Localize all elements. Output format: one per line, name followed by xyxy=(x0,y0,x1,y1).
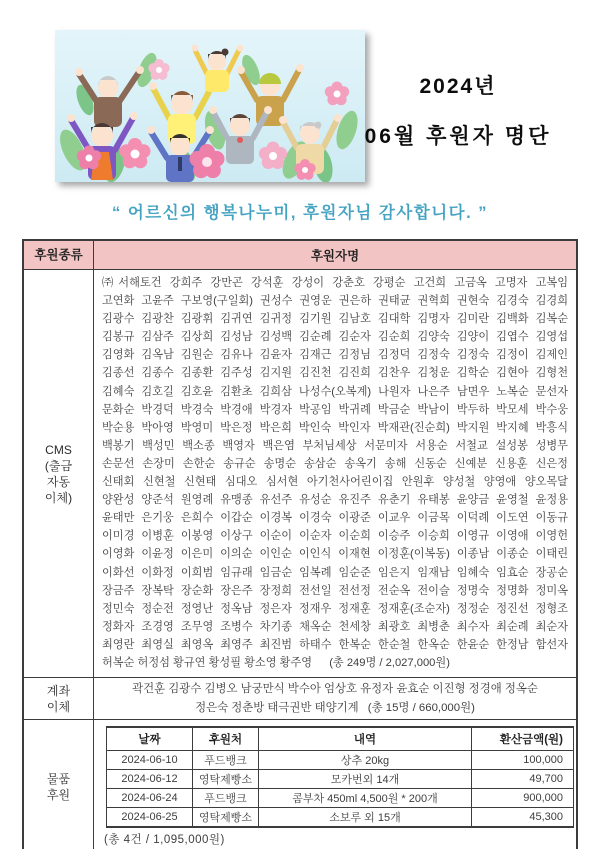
cms-donor-names xyxy=(94,270,576,677)
goods-table-row: 2024-06-10 푸드뱅크 상추 20kg 100,000 xyxy=(107,751,574,770)
goods-col-amount: 환산금액(원) xyxy=(472,727,574,751)
section-label-goods: 물품 후원 xyxy=(24,720,94,849)
goods-table-header-row xyxy=(107,727,574,751)
cms-names-line: 박순용 박아영 박영미 박은정 박은희 박인숙 박인자 박재관(진순희) 박지원 박지혜 박흥식 xyxy=(102,421,568,434)
people-flowers-illustration-graphic xyxy=(55,30,365,182)
cms-section-row xyxy=(24,269,576,677)
thank-you-quote: “ 어르신의 행복나누미, 후원자님 감사합니다. ” xyxy=(112,204,488,222)
goods-col-description: 내역 xyxy=(259,727,472,751)
cms-names-line: 고연화 고윤주 구보영(구일회) 권성수 권영운 권은하 권태균 권혁희 권현숙 김경숙 김경희 xyxy=(102,295,568,308)
cms-names-line: 이영화 이윤정 이은미 이의순 이인순 이인식 이재현 이정훈(이복동) 이종남 이종순 이태린 xyxy=(102,548,568,561)
cms-total: (총 249명 / 2,027,000원) xyxy=(329,656,450,669)
goods-total: (총 4건 / 1,095,000원) xyxy=(104,834,225,847)
page-title-year: 2024년 xyxy=(419,75,497,98)
bank-names-line: 곽건훈 김광수 김병오 남궁만식 박수아 엄상호 유정자 윤효순 이진형 정경애 정옥순 xyxy=(132,683,538,696)
goods-col-date: 날짜 xyxy=(107,727,193,751)
cms-names-line: 김영화 김옥남 김원순 김유나 김윤자 김재근 김정님 김정덕 김정숙 김정숙 김정이 김제인 xyxy=(102,349,568,362)
cms-names-line: 최영란 최영실 최영옥 최영주 최진범 하태수 한복순 한순철 한옥순 한윤순 한정남 함선자 xyxy=(102,638,568,651)
cms-names-line: 윤태만 은기웅 은희수 이갑순 이경복 이경숙 이광준 이교우 이금목 이덕례 이도연 이동규 xyxy=(102,512,568,525)
section-label-cms: CMS (출금 자동 이체) xyxy=(24,270,94,677)
bank-transfer-section-row xyxy=(24,677,576,719)
column-header-donation-type: 후원종류 xyxy=(24,241,94,269)
column-header-donor-names: 후원자명 xyxy=(94,241,576,269)
goods-table-row: 2024-06-12 영탁제빵소 모카번외 14개 49,700 xyxy=(107,770,574,789)
cms-names-line: 이미경 이병훈 이봉영 이상구 이순이 이순자 이순희 이승주 이승희 이영규 이영애 이영헌 xyxy=(102,530,568,543)
goods-table-row: 2024-06-25 영탁제빵소 소보루 외 15개 45,300 xyxy=(107,808,574,828)
cms-names-last-line: 허복순 허정섬 황규연 황성필 황소영 황주영 (총 249명 / 2,027,000원) xyxy=(102,656,450,669)
goods-section-row xyxy=(24,719,576,849)
section-label-bank-transfer: 계좌 이체 xyxy=(24,678,94,719)
page-title-month: 06월 후원자 명단 xyxy=(364,125,552,148)
cms-names-line: 김혜숙 김호길 김호윤 김환초 김희삼 나성수(오복계) 나원자 나은주 남면우 노복순 문선자 xyxy=(102,385,568,398)
cms-names-line: 정화자 조경영 조무영 조병수 차기종 채옥순 천세창 최광호 최병춘 최수자 최순례 최순자 xyxy=(102,620,568,633)
cms-names-line: 신태회 신현철 신현태 심대오 심서현 아기천사어린이집 안원후 양성철 양영애 양오목달 xyxy=(102,476,568,489)
table-header-row xyxy=(24,241,576,269)
bank-total: (총 15명 / 660,000원) xyxy=(367,701,475,714)
cms-names-line: 백봉기 백성민 백소종 백영자 백은염 부처님세상 서문미자 서용순 서철교 설성봉 성병무 xyxy=(102,439,568,452)
goods-table xyxy=(106,726,574,828)
cms-names-line: 문화순 박경덕 박경숙 박경애 박경자 박공임 박귀례 박금순 박남이 박두하 박모세 박수웅 xyxy=(102,403,568,416)
cms-names-line: 김봉규 김삼주 김상희 김성남 김성백 김순례 김순자 김순희 김양숙 김양이 김엽수 김영섭 xyxy=(102,331,568,344)
cms-names-line: 정민숙 정순전 정영난 정옥남 정은자 정재우 정재훈 정재훈(조순자) 정정순 정진선 정형조 xyxy=(102,602,568,615)
bank-donor-names xyxy=(94,678,576,719)
cms-names-line: 장금주 장복탁 장순화 장은주 장정희 전선일 전선정 전순옥 전이슬 정명숙 정명화 정미옥 xyxy=(102,584,568,597)
goods-donation-details xyxy=(94,720,576,849)
bank-names-last-line: 정은숙 정춘방 태극권반 태양기계 (총 15명 / 660,000원) xyxy=(195,701,475,714)
cms-names-line: 손문선 손장미 손한순 송규순 송명순 송삼순 송옥기 송해 신동순 신예분 신용훈 신은정 xyxy=(102,457,568,470)
page-title xyxy=(338,70,578,150)
cms-names-line: 김광수 김광찬 김광휘 김귀연 김귀정 김기원 김남호 김대학 김명자 김미란 김백화 김복순 xyxy=(102,313,568,326)
goods-col-donor: 후원처 xyxy=(193,727,259,751)
cms-names-line: 이화선 이화정 이희범 임규래 임금순 임복례 임순준 임은지 임재남 임혜숙 임효순 장공순 xyxy=(102,566,568,579)
donor-table xyxy=(22,239,578,849)
header-illustration xyxy=(55,30,365,182)
cms-names-line: 김종선 김종수 김종환 김주성 김지원 김진천 김진희 김찬우 김청운 김학순 김현아 김형천 xyxy=(102,367,568,380)
cms-names-line: ㈜서해토건 강희주 강만곤 강석훈 강성이 강춘호 강평순 고건희 고금옥 고명자 고복임 xyxy=(102,277,568,289)
goods-table-row: 2024-06-24 푸드뱅크 콤부차 450ml 4,500원 * 200개 900,000 xyxy=(107,789,574,808)
cms-names-line: 양완성 양준석 원영례 유맹종 유선주 유성순 유진주 유춘기 유태봉 윤양금 윤영철 윤정용 xyxy=(102,494,568,507)
